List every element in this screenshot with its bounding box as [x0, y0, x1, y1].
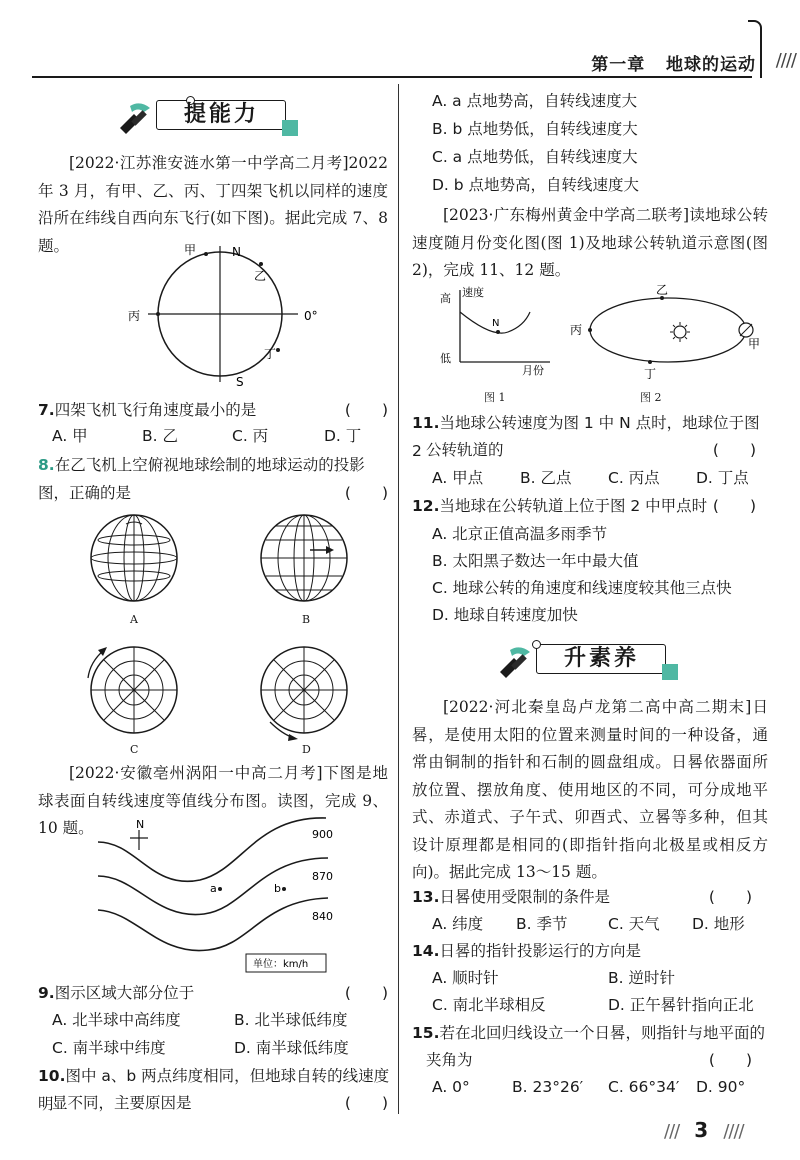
option-a: A. 纬度 — [432, 915, 484, 933]
option-b: B. b 点地势低，自转线速度大 — [432, 120, 638, 138]
header-decoration: //// — [775, 50, 796, 71]
figure-2-caption: 图 2 — [640, 391, 662, 404]
option-d: D. 地形 — [692, 915, 745, 933]
question-8 — [38, 452, 388, 507]
label-jia: 甲 — [748, 337, 761, 351]
section-title: 升素养 — [564, 646, 640, 671]
label-870: 870 — [312, 870, 333, 883]
option-c: C. 南半球中纬度 — [52, 1039, 166, 1057]
orbit-ellipse — [590, 298, 746, 362]
intro-text: 日晷，是使用太阳的位置来测量时间的一种设备，通常由铜制的指针和石制的圆盘组成。日晷依器面所放位置、摆放角度、使用地区的不同，可分成地平式、赤道式、子午式、卯酉式、立晷等多种，但其设计原理都是相同的(即指针指向北极星或相反方向)。据此完成 13～15 题。 — [412, 698, 768, 881]
option-d: D. 地球自转速度加快 — [432, 606, 578, 624]
option-d: D. 丁点 — [696, 469, 749, 487]
point-ding — [648, 360, 652, 364]
column-divider — [398, 84, 399, 1114]
option-b: B. 乙点 — [520, 469, 572, 487]
unit-label: 单位：km/h — [253, 959, 309, 970]
rotation-speed-contour-figure — [96, 816, 336, 974]
source: [2022·江苏淮安涟水第一中学高二月考] — [69, 154, 349, 172]
chapter-label: 第一章 — [591, 55, 646, 75]
label-900: 900 — [312, 828, 333, 841]
page-number: 3 — [694, 1118, 709, 1142]
label-low: 低 — [440, 352, 451, 365]
question-7 — [38, 397, 388, 425]
page-footer — [664, 1118, 744, 1142]
latitude-circle-figure — [128, 238, 328, 388]
label-high: 高 — [440, 292, 451, 305]
option-c: C. 66°34′ — [608, 1078, 680, 1096]
header-rule — [32, 76, 752, 78]
contour-840 — [98, 898, 328, 951]
option-d: D. 南半球低纬度 — [234, 1039, 349, 1057]
section-badge-shengsuyang — [496, 640, 696, 682]
option-b: B. 乙 — [142, 427, 178, 445]
source: [2023·广东梅州黄金中学高二联考] — [443, 206, 690, 224]
question-text: 日晷使用受限制的条件是 — [439, 888, 610, 906]
question-text: 在乙飞机上空俯视地球绘制的地球运动的投影图，正确的是 — [38, 456, 365, 502]
option-a: A. 甲点 — [432, 469, 484, 487]
point-a — [218, 887, 222, 891]
option-a: A. 北京正值高温多雨季节 — [432, 525, 608, 543]
answer-blank: ( ) — [344, 401, 388, 419]
question-text: 当地球公转速度为图 1 中 N 点时，地球位于图 2 — [412, 414, 760, 460]
badge-dot — [532, 640, 541, 649]
option-a: A. 北半球中高纬度 — [52, 1011, 181, 1029]
question-number: 13. — [412, 888, 440, 906]
option-a: A. 顺时针 — [432, 969, 499, 987]
option-d: D. b 点地势高，自转线速度大 — [432, 176, 640, 194]
point-bing — [588, 328, 592, 332]
option-c: C. 地球公转的角速度和线速度较其他三点快 — [432, 579, 732, 597]
question-number: 9. — [38, 984, 55, 1002]
question-12 — [412, 493, 768, 521]
globe-b — [261, 515, 347, 601]
option-d: D. 丁 — [324, 427, 362, 445]
intro-text: 下图是地球表面自转线速度等值线分布图。读图，完成 9、10 题。 — [38, 764, 388, 837]
footer-decoration-right: //// — [723, 1121, 744, 1142]
globe-label-a: A — [130, 613, 138, 626]
option-b: B. 季节 — [516, 915, 568, 933]
answer-blank: ( ) — [344, 984, 388, 1002]
option-c: C. 丙 — [232, 427, 269, 445]
answer-blank: ( ) — [344, 484, 388, 502]
question-9 — [38, 980, 388, 1008]
option-b: B. 太阳黑子数达一年中最大值 — [432, 552, 639, 570]
option-b: B. 逆时针 — [608, 969, 675, 987]
option-c: C. 丙点 — [608, 469, 660, 487]
badge-corner — [662, 664, 678, 680]
page-header — [0, 0, 800, 84]
question-number: 11. — [412, 414, 440, 432]
question-10-line2 — [52, 1090, 388, 1118]
point-b-label: b — [274, 882, 281, 895]
orbit-diagram — [570, 283, 766, 381]
option-b: B. 23°26′ — [512, 1078, 584, 1096]
header-corner — [748, 20, 762, 78]
figure-1-caption: 图 1 — [484, 391, 506, 404]
point-b — [282, 887, 286, 891]
intro-13-15 — [412, 694, 768, 887]
answer-blank: ( ) — [712, 497, 756, 515]
section-title: 提能力 — [184, 102, 260, 127]
option-a: A. a 点地势高，自转线速度大 — [432, 92, 638, 110]
label-yi: 乙 — [656, 283, 669, 297]
chapter-title — [591, 50, 756, 75]
answer-blank: ( ) — [708, 888, 752, 906]
option-c: C. 南北半球相反 — [432, 996, 546, 1014]
answer-blank: ( ) — [708, 1051, 752, 1069]
globe-label-c: C — [130, 743, 139, 756]
label-n: N — [492, 318, 500, 329]
question-number: 7. — [38, 401, 55, 419]
answer-blank: ( ) — [344, 1094, 388, 1112]
north-label: N — [136, 818, 145, 831]
point-a-label: a — [210, 882, 217, 895]
option-d: D. 正午晷针指向正北 — [608, 996, 754, 1014]
option-c: C. a 点地势低，自转线速度大 — [432, 148, 638, 166]
intro-text: 读地球公转速度随月份变化图(图 1)及地球公转轨道示意图(图 2)，完成 11、12 题。 — [412, 206, 768, 279]
intro-text: 2022 年 3 月，有甲、乙、丙、丁四架飞机以同样的速度沿所在纬线自西向东飞行(如下图)。据此完成 7、8 题。 — [38, 154, 388, 255]
plane-yi-dot — [259, 262, 263, 266]
option-a: A. 0° — [432, 1078, 470, 1096]
label-bing: 丙 — [570, 323, 583, 337]
question-number: 8. — [38, 456, 55, 474]
intro-11-12 — [412, 202, 768, 285]
question-text: 图示区域大部分位于 — [54, 984, 195, 1002]
sun-icon — [670, 322, 690, 342]
question-text: 公转轨道的 — [426, 441, 504, 459]
x-axis-label: 月份 — [522, 364, 544, 377]
question-text: 四架飞机飞行角速度最小的是 — [54, 401, 257, 419]
label-jia: 甲 — [184, 243, 197, 257]
earth-icon — [739, 323, 753, 337]
label-bing: 丙 — [128, 309, 141, 323]
question-number: 10. — [38, 1067, 66, 1085]
question-text: 日晷的指针投影运行的方向是 — [439, 942, 641, 960]
label-ding: 丁 — [264, 347, 277, 361]
question-text: 图中 a、b 两点纬度相同，但地球自转的线速度明 — [38, 1067, 390, 1113]
badge-corner — [282, 120, 298, 136]
option-c: C. 天气 — [608, 915, 660, 933]
option-d: D. 90° — [696, 1078, 746, 1096]
globe-label-d: D — [302, 743, 311, 756]
footer-decoration-left: /// — [664, 1121, 680, 1142]
answer-blank: ( ) — [712, 441, 756, 459]
section-badge-tineng — [116, 96, 316, 138]
option-a: A. 甲 — [52, 427, 88, 445]
label-zero: 0° — [304, 309, 318, 323]
globe-a — [91, 515, 177, 601]
question-number: 15. — [412, 1024, 440, 1042]
question-text: 显不同，主要原因是 — [52, 1094, 192, 1112]
tool-icon — [116, 98, 156, 138]
question-14 — [412, 938, 768, 966]
globe-c — [88, 647, 177, 733]
plane-ding-dot — [276, 348, 280, 352]
contour-900 — [98, 818, 326, 881]
tool-icon — [496, 642, 536, 682]
question-number: 14. — [412, 942, 440, 960]
question-13 — [412, 884, 752, 912]
label-n: N — [232, 245, 241, 259]
globe-d — [261, 647, 347, 741]
question-text: 当地球在公转轨道上位于图 2 中甲点时 — [439, 497, 708, 515]
plane-bing-dot — [156, 312, 160, 316]
source: [2022·河北秦皇岛卢龙第二高中高二期末] — [443, 698, 752, 716]
question-text: 夹角为 — [426, 1051, 473, 1069]
label-yi: 乙 — [254, 269, 267, 283]
y-axis-label: 速度 — [462, 286, 484, 299]
question-text: 若在北回归线设立一个日晷，则指针与地平面的 — [439, 1024, 765, 1042]
label-s: S — [236, 375, 244, 389]
chapter-name: 地球的运动 — [666, 55, 756, 75]
source: [2022·安徽亳州涡阳一中高二月考] — [69, 764, 323, 782]
question-15 — [412, 1020, 768, 1048]
question-11-line2 — [426, 437, 756, 465]
label-840: 840 — [312, 910, 333, 923]
point-n — [496, 330, 500, 334]
question-15-line2 — [426, 1047, 752, 1075]
option-b: B. 北半球低纬度 — [234, 1011, 348, 1029]
label-ding: 丁 — [644, 367, 657, 381]
globe-label-b: B — [302, 613, 311, 626]
orbital-speed-chart — [440, 282, 560, 377]
plane-jia-dot — [204, 252, 208, 256]
question-number: 12. — [412, 497, 440, 515]
